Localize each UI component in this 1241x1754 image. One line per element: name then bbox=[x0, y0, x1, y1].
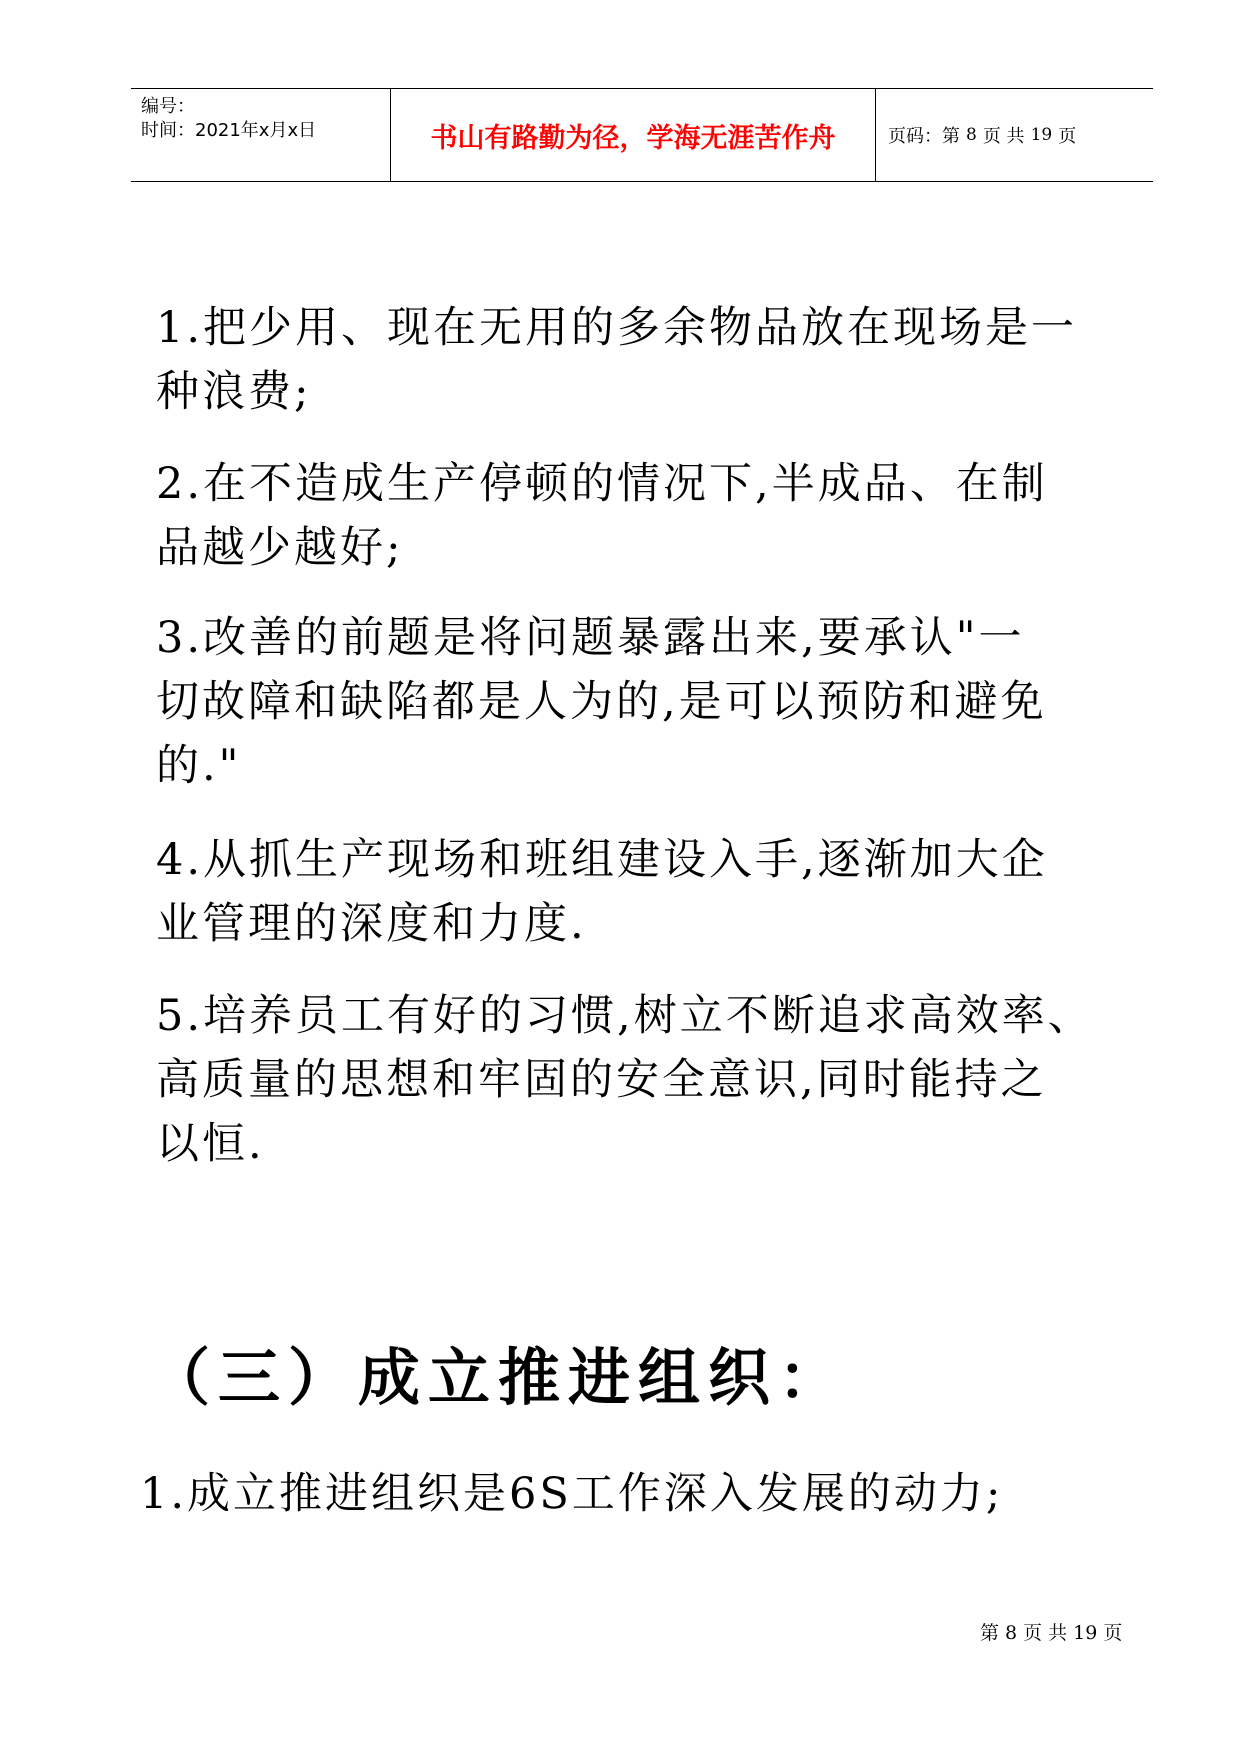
header-code-label: 编号： bbox=[141, 96, 195, 117]
list-item-2 bbox=[156, 452, 1156, 580]
list-item-3 bbox=[156, 606, 1156, 798]
list-item-line: 品越少越好; bbox=[156, 523, 404, 573]
page-footer bbox=[980, 1618, 1128, 1645]
header-motto: 书山有路勤为径，学海无涯苦作舟 bbox=[390, 89, 876, 181]
list-item-line: 以恒. bbox=[156, 1119, 265, 1169]
list-item-5 bbox=[156, 984, 1156, 1176]
list-item-1 bbox=[156, 296, 1156, 424]
list-item-line: 高质量的思想和牢固的安全意识,同时能持之 bbox=[156, 1055, 1047, 1105]
footer-mid: 页 共 bbox=[1023, 1622, 1068, 1644]
list-item-line: 种浪费; bbox=[156, 367, 312, 417]
header-page-info bbox=[876, 89, 1153, 181]
list-item-line: 5.培养员工有好的习惯,树立不断追求高效率、 bbox=[156, 991, 1094, 1041]
header-page-mid: 页 共 bbox=[982, 126, 1025, 147]
section-list-item-1: 1.成立推进组织是6S工作深入发展的动力; bbox=[140, 1469, 1004, 1519]
list-item-line: 业管理的深度和力度. bbox=[156, 899, 587, 949]
list-item-line: 4.从抓生产现场和班组建设入手,逐渐加大企 bbox=[156, 835, 1048, 885]
header-time-label: 时间：2021年x月x日 bbox=[141, 120, 317, 141]
list-item-line: 2.在不造成生产停顿的情况下,半成品、在制 bbox=[156, 459, 1048, 509]
footer-page-total: 19 bbox=[1073, 1622, 1098, 1644]
list-item-line: 3.改善的前题是将问题暴露出来,要承认"一 bbox=[156, 613, 1025, 663]
header-page-total: 19 bbox=[1030, 125, 1053, 145]
header-page-suffix: 页 bbox=[1058, 126, 1077, 147]
header-meta bbox=[131, 89, 390, 181]
header-page-prefix: 页码：第 bbox=[888, 126, 960, 147]
footer-suffix: 页 bbox=[1103, 1622, 1123, 1644]
footer-prefix: 第 bbox=[980, 1622, 1000, 1644]
list-item-line: 1.把少用、现在无用的多余物品放在现场是一 bbox=[156, 303, 1078, 353]
header-page-number: 8 bbox=[966, 125, 977, 145]
document-header bbox=[131, 88, 1153, 182]
list-item-line: 的." bbox=[156, 741, 242, 791]
list-item-4 bbox=[156, 828, 1156, 956]
section-heading: （三）成立推进组织： bbox=[148, 1341, 849, 1414]
list-item-line: 切故障和缺陷都是人为的,是可以预防和避免 bbox=[156, 677, 1047, 727]
footer-page-number: 8 bbox=[1005, 1622, 1018, 1644]
